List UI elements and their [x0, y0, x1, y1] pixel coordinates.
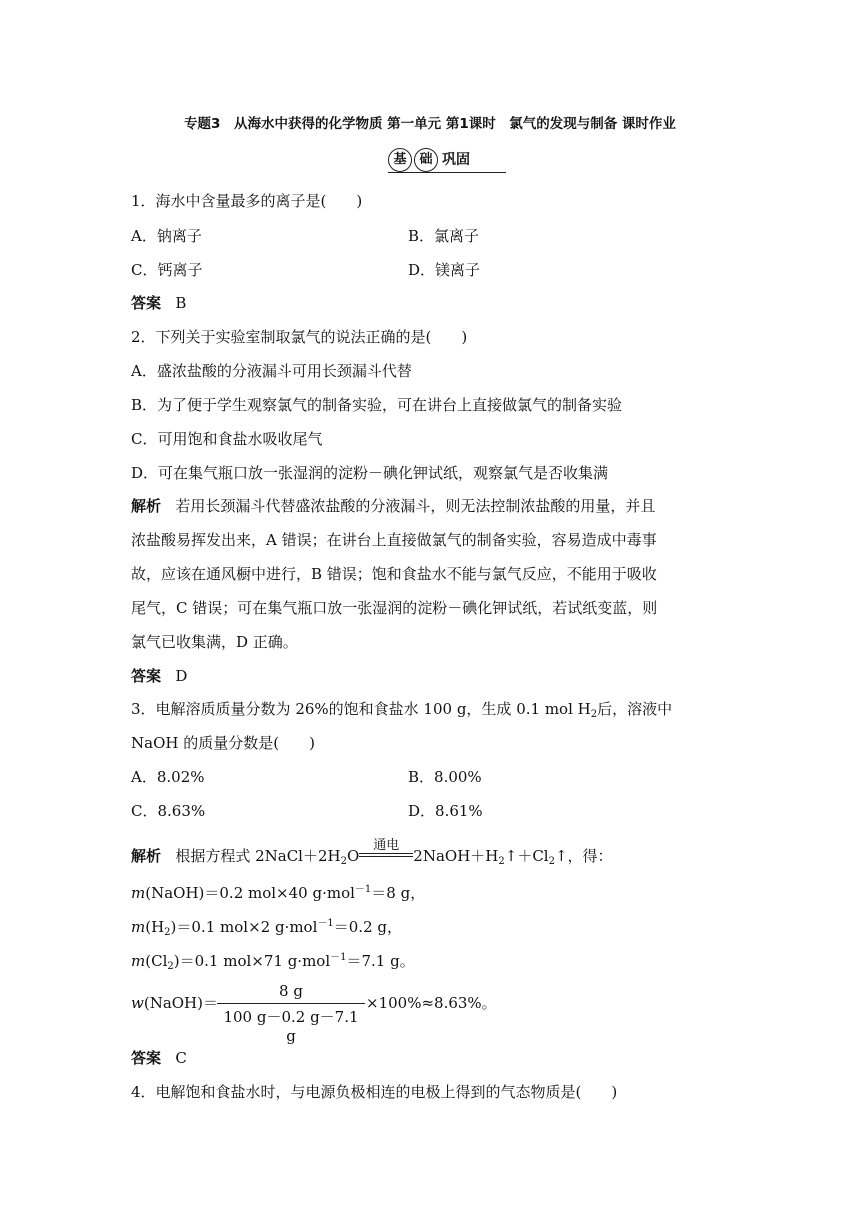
q3-m3-b: )＝0.1 mol×71 g·mol — [173, 952, 331, 970]
q1-stem: 1．海水中含量最多的离子是( ) — [131, 192, 363, 210]
q3-m3-a: (Cl — [145, 952, 168, 970]
q2-analysis-line-4: 尾气，C 错误；可在集气瓶口放一张湿润的淀粉－碘化钾试纸，若试纸变蓝，则 — [131, 599, 658, 617]
q2-analysis-line-1 — [131, 495, 655, 516]
q3-fraction — [217, 982, 365, 1045]
section-heading-char-1: 基 — [388, 148, 412, 172]
q3-option-b: B．8.00% — [408, 768, 482, 786]
q3-answer-value: C — [175, 1049, 187, 1067]
q3-option-c: C．8.63% — [131, 802, 206, 820]
page-title: 专题3 从海水中获得的化学物质 第一单元 第1课时 氯气的发现与制备 课时作业 — [184, 116, 676, 132]
q3-mass-fraction — [131, 992, 218, 1013]
section-heading-underline — [388, 172, 506, 173]
q3-w-a: (NaOH)＝ — [143, 994, 218, 1012]
q3-stem-line-2: NaOH 的质量分数是( ) — [131, 734, 315, 752]
q3-stem-part-1: 3．电解溶质质量分数为 26%的饱和食盐水 100 g，生成 0.1 mol H — [131, 700, 591, 718]
q2-analysis-label: 解析 — [131, 497, 162, 515]
q3-equation — [131, 838, 613, 867]
q3-eq-sub-3: 2 — [548, 856, 555, 867]
q3-m2-end: ＝0.2 g， — [333, 918, 402, 936]
q3-fraction-bar — [217, 1003, 365, 1004]
q2-stem: 2．下列关于实验室制取氯气的说法正确的是( ) — [131, 328, 468, 346]
q3-m3-symbol: m — [131, 952, 146, 970]
q3-m2-sup: －1 — [317, 918, 334, 929]
q3-analysis-label: 解析 — [131, 847, 162, 865]
q3-fraction-numerator: 8 g — [279, 982, 303, 1000]
section-heading-char-2: 础 — [414, 148, 438, 172]
q3-eq-arrow-line-1 — [359, 853, 413, 854]
q2-answer-label: 答案 — [131, 667, 162, 685]
q3-eq-part-3: ↑＋Cl — [504, 847, 549, 865]
q3-m1-text: (NaOH)＝0.2 mol×40 g·mol — [145, 884, 355, 902]
q2-answer — [131, 665, 187, 686]
q3-eq-part-2: 2NaOH＋H — [413, 847, 499, 865]
q3-eq-arrow-line-2 — [359, 856, 413, 857]
q3-m1-symbol: m — [131, 884, 146, 902]
q2-option-b: B．为了便于学生观察氯气的制备实验，可在讲台上直接做氯气的制备实验 — [131, 396, 623, 414]
q3-fraction-denominator: 100 g－0.2 g－7.1 g — [223, 1008, 359, 1045]
q3-stem-sub: 2 — [590, 709, 598, 720]
q3-mass-naoh — [131, 880, 425, 903]
q3-eq-part-4: ↑，得： — [554, 847, 613, 865]
q3-m2-symbol: m — [131, 918, 146, 936]
q3-m2-sub: 2 — [164, 927, 171, 938]
q2-option-c: C．可用饱和食盐水吸收尾气 — [131, 430, 323, 448]
q3-m3-sub: 2 — [167, 961, 174, 972]
q3-m2-b: )＝0.1 mol×2 g·mol — [170, 918, 318, 936]
q3-m1-sup: －1 — [354, 884, 372, 895]
q3-m3-end: ＝7.1 g。 — [346, 952, 415, 970]
q3-eq-arrow — [359, 838, 413, 863]
q4-stem: 4．电解饱和食盐水时，与电源负极相连的电极上得到的气态物质是( ) — [131, 1083, 618, 1101]
q3-option-d: D．8.61% — [408, 802, 483, 820]
q3-option-a: A．8.02% — [131, 768, 205, 786]
q3-m3-sup: －1 — [330, 952, 347, 963]
q3-eq-condition: 通电 — [373, 838, 400, 853]
q1-option-d: D．镁离子 — [408, 261, 481, 279]
q2-option-d: D．可在集气瓶口放一张湿润的淀粉－碘化钾试纸，观察氯气是否收集满 — [131, 464, 609, 482]
q3-stem-line-1 — [131, 698, 672, 720]
q3-m1-end: ＝8 g， — [371, 884, 426, 902]
section-heading — [388, 148, 506, 174]
q1-answer-label: 答案 — [131, 294, 162, 312]
q3-answer — [131, 1047, 187, 1068]
section-heading-rest: 巩固 — [442, 152, 470, 168]
q3-w-result: ×100%≈8.63%。 — [366, 994, 497, 1012]
q3-eq-sub-2: 2 — [498, 856, 505, 867]
q3-w-symbol: w — [131, 994, 144, 1012]
q3-answer-label: 答案 — [131, 1049, 162, 1067]
q3-mass-h2 — [131, 914, 402, 938]
q1-option-b: B．氯离子 — [408, 227, 480, 245]
q2-analysis-line-3: 故，应该在通风橱中进行，B 错误；饱和食盐水不能与氯气反应，不能用于吸收 — [131, 565, 657, 583]
q2-answer-value: D — [175, 667, 188, 685]
q3-mass-cl2 — [131, 948, 415, 972]
q2-analysis-line-2: 浓盐酸易挥发出来，A 错误；在讲台上直接做氯气的制备实验，容易造成中毒事 — [131, 531, 657, 549]
q1-option-c: C．钙离子 — [131, 261, 203, 279]
q3-eq-sub-1: 2 — [340, 856, 347, 867]
q2-analysis-line-5: 氯气已收集满，D 正确。 — [131, 633, 298, 651]
q3-m2-a: (H — [145, 918, 165, 936]
q1-option-a: A．钠离子 — [131, 227, 202, 245]
q2-analysis-text-1: 若用长颈漏斗代替盛浓盐酸的分液漏斗，则无法控制浓盐酸的用量，并且 — [175, 497, 656, 515]
q2-option-a: A．盛浓盐酸的分液漏斗可用长颈漏斗代替 — [131, 362, 412, 380]
q3-eq-part-1: 根据方程式 2NaCl＋2H — [175, 847, 341, 865]
q3-eq-o: O — [346, 847, 360, 865]
q1-answer — [131, 292, 186, 313]
q1-answer-value: B — [175, 294, 187, 312]
q3-stem-part-2: 后，溶液中 — [597, 700, 673, 718]
